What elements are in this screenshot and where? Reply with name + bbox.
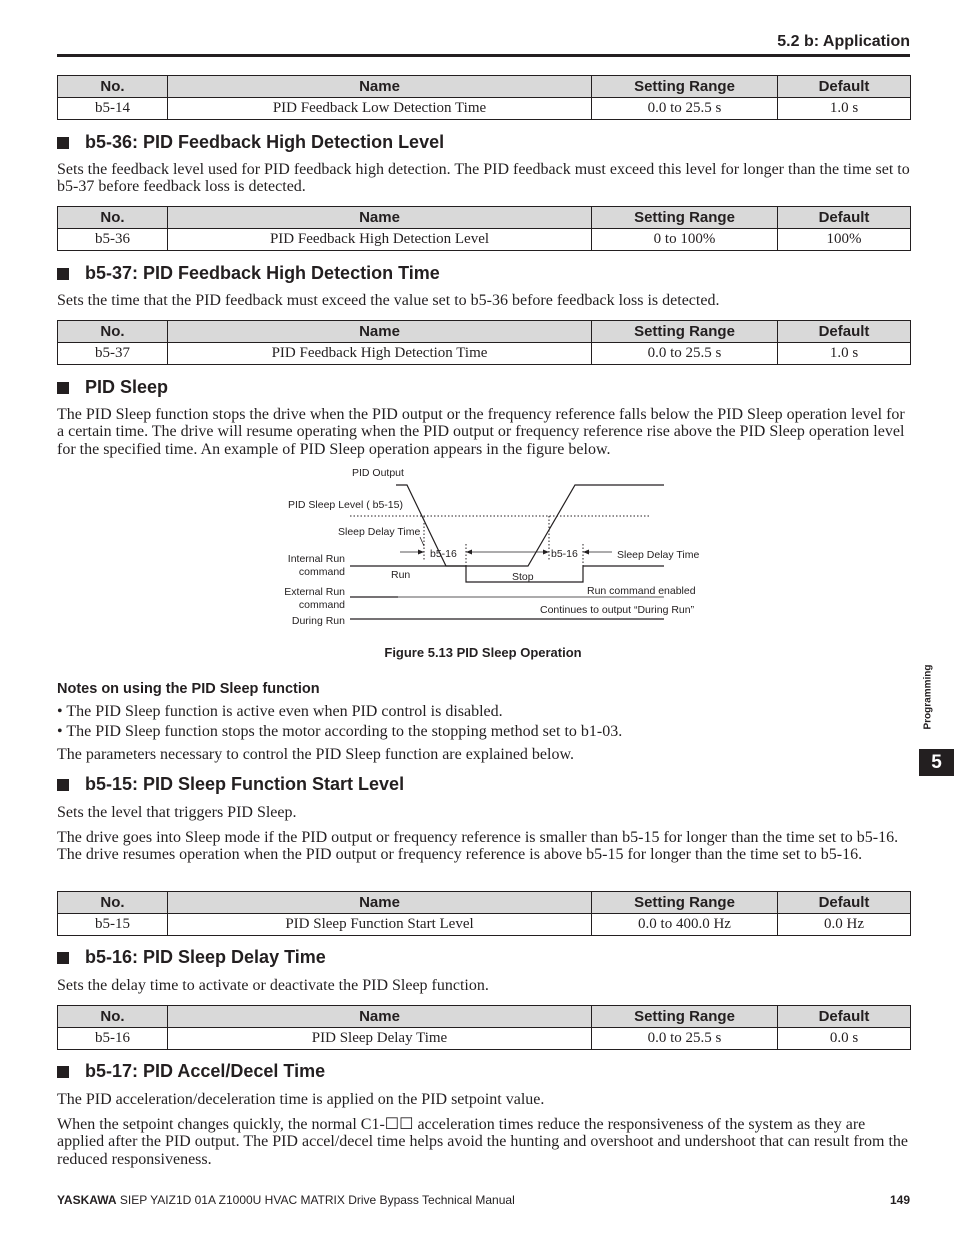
param-range: 0.0 to 25.5 s <box>592 1028 778 1050</box>
paragraph-b5-37: Sets the time that the PID feedback must exceed the value set to b5-36 before feedback loss is detected. <box>57 292 720 309</box>
label-continues-during-run: Continues to output “During Run” <box>540 604 695 616</box>
table-row <box>58 1028 911 1050</box>
col-header-no: No. <box>58 892 168 914</box>
square-bullet-icon <box>57 952 69 964</box>
label-sleep-delay-time: Sleep Delay Time <box>338 526 421 538</box>
col-header-range: Setting Range <box>592 1006 778 1028</box>
note-bullet: • The PID Sleep function stops the motor according to the stopping method set to b1-03. <box>57 723 623 740</box>
label-sleep-level: PID Sleep Level ( b5-15) <box>288 499 403 511</box>
chapter-tab: 5 <box>919 749 954 776</box>
col-header-range: Setting Range <box>592 321 778 343</box>
param-name: PID Feedback High Detection Time <box>168 343 592 365</box>
note-bullet: • The PID Sleep function is active even when PID control is disabled. <box>57 703 503 720</box>
arrow-right-icon <box>418 550 424 555</box>
paragraph-b5-17-intro: The PID acceleration/deceleration time is applied on the PID setpoint value. <box>57 1091 545 1108</box>
param-no: b5-36 <box>58 229 168 251</box>
param-name: PID Feedback Low Detection Time <box>168 98 592 120</box>
notes-after-text: The parameters necessary to control the PID Sleep function are explained below. <box>57 746 574 763</box>
col-header-no: No. <box>58 76 168 98</box>
heading-b5-15: b5-15: PID Sleep Function Start Level <box>57 774 404 795</box>
col-header-no: No. <box>58 321 168 343</box>
col-header-name: Name <box>168 76 592 98</box>
leader-line <box>420 537 424 546</box>
col-header-default: Default <box>778 892 911 914</box>
footer-doc-title: SIEP YAIZ1D 01A Z1000U HVAC MATRIX Drive Bypass Technical Manual <box>116 1193 515 1207</box>
square-bullet-icon <box>57 779 69 791</box>
param-default: 1.0 s <box>778 98 911 120</box>
param-name: PID Sleep Delay Time <box>168 1028 592 1050</box>
param-range: 0.0 to 25.5 s <box>592 343 778 365</box>
col-header-range: Setting Range <box>592 76 778 98</box>
param-name: PID Sleep Function Start Level <box>168 914 592 936</box>
col-header-name: Name <box>168 321 592 343</box>
col-header-range: Setting Range <box>592 892 778 914</box>
square-bullet-icon <box>57 1066 69 1078</box>
label-pid-output: PID Output <box>352 467 404 479</box>
label-run-command-enabled: Run command enabled <box>587 585 696 597</box>
label-stop: Stop <box>512 571 534 583</box>
col-header-default: Default <box>778 76 911 98</box>
param-no: b5-15 <box>58 914 168 936</box>
paragraph-b5-36: Sets the feedback level used for PID feedback high detection. The PID feedback must exceed this level for longer than the time set to b5-37 before feedback loss is detected. <box>57 161 910 196</box>
arrow-left-icon <box>583 550 589 555</box>
col-header-range: Setting Range <box>592 207 778 229</box>
arrow-left-icon <box>466 550 472 555</box>
label-sleep-delay-time: Sleep Delay Time <box>617 549 700 561</box>
notes-title: Notes on using the PID Sleep function <box>57 681 320 697</box>
paragraph-b5-17: When the setpoint changes quickly, the normal C1-☐☐ acceleration times reduce the responsiveness of the system as they are applied after the PID output. The PID accel/decel time helps avoid the hunting and overshoot and undershoot that can result from the reduced responsiveness. <box>57 1116 909 1168</box>
param-no: b5-37 <box>58 343 168 365</box>
param-default: 1.0 s <box>778 343 911 365</box>
param-default: 0.0 s <box>778 1028 911 1050</box>
param-name: PID Feedback High Detection Level <box>168 229 592 251</box>
figure-caption: Figure 5.13 PID Sleep Operation <box>384 645 582 660</box>
col-header-name: Name <box>168 207 592 229</box>
paragraph-b5-15-intro: Sets the level that triggers PID Sleep. <box>57 804 297 821</box>
arrow-right-icon <box>543 550 549 555</box>
param-default: 100% <box>778 229 911 251</box>
col-header-default: Default <box>778 207 911 229</box>
col-header-default: Default <box>778 321 911 343</box>
paragraph-b5-15: The drive goes into Sleep mode if the PID output or frequency reference is smaller than b5-15 for longer than the time set to b5-16. The drive resumes operation when the PID output or frequency reference is above b5-15 for longer than the time set to b5-16. <box>57 829 899 864</box>
side-tab-label: Programming <box>922 664 934 730</box>
col-header-no: No. <box>58 1006 168 1028</box>
col-header-name: Name <box>168 892 592 914</box>
label-internal-run-command: command <box>298 566 345 578</box>
label-during-run: During Run <box>291 615 345 627</box>
col-header-default: Default <box>778 1006 911 1028</box>
param-default: 0.0 Hz <box>778 914 911 936</box>
label-external-run: External Run <box>284 586 345 598</box>
param-no: b5-16 <box>58 1028 168 1050</box>
param-range: 0.0 to 25.5 s <box>592 98 778 120</box>
heading-b5-16: b5-16: PID Sleep Delay Time <box>57 947 326 968</box>
paragraph-b5-16: Sets the delay time to activate or deactivate the PID Sleep function. <box>57 977 489 994</box>
heading-pid-sleep: PID Sleep <box>57 377 168 398</box>
label-internal-run: Internal Run <box>287 553 345 565</box>
param-table-b5-15 <box>57 891 911 936</box>
label-b5-16: b5-16 <box>551 548 578 560</box>
paragraph-pid-sleep: The PID Sleep function stops the drive when the PID output or the frequency reference falls below the PID Sleep operation level for a certain time. The drive will resume operating when the PID output or frequency reference rise above the PID Sleep operation level for the specified time. An example of PID Sleep operation appears in the figure below. <box>57 406 905 458</box>
label-run: Run <box>391 569 411 581</box>
param-table-b5-16 <box>57 1005 911 1050</box>
col-header-no: No. <box>58 207 168 229</box>
heading-b5-37: b5-37: PID Feedback High Detection Time <box>57 263 440 284</box>
page-number: 149 <box>889 1193 910 1207</box>
section-title: 5.2 b: Application <box>777 33 910 50</box>
footer-brand: YASKAWA <box>57 1193 117 1207</box>
heading-b5-36: b5-36: PID Feedback High Detection Level <box>57 132 444 153</box>
param-range: 0 to 100% <box>592 229 778 251</box>
label-external-run-command: command <box>298 599 345 611</box>
col-header-name: Name <box>168 1006 592 1028</box>
footer <box>57 1193 515 1207</box>
param-range: 0.0 to 400.0 Hz <box>592 914 778 936</box>
param-no: b5-14 <box>58 98 168 120</box>
heading-b5-17: b5-17: PID Accel/Decel Time <box>57 1061 325 1082</box>
table-row <box>58 914 911 936</box>
label-b5-16: b5-16 <box>430 548 457 560</box>
